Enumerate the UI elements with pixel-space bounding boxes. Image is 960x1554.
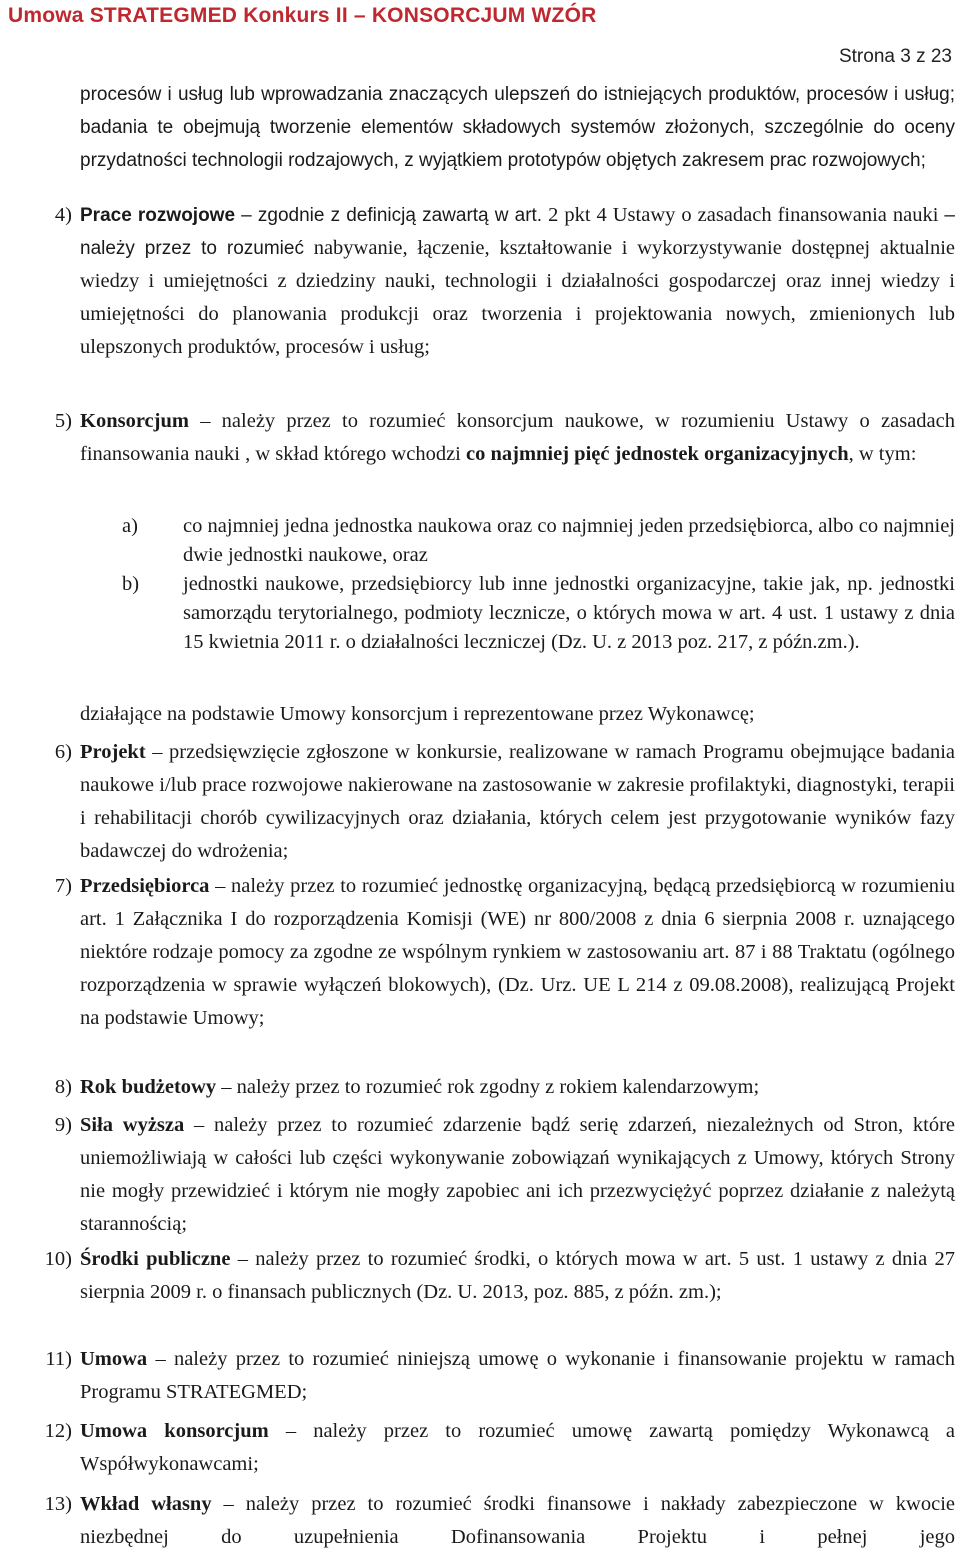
item-4-def-sans: – zgodnie z definicją zawartą w art. xyxy=(235,205,543,226)
item-10-term: Środki publiczne xyxy=(80,1248,231,1270)
item-4-term: Prace rozwojowe xyxy=(80,205,236,226)
item-6-def: – przedsięwzięcie zgłoszone w konkursie, realizowane w ramach Programu obejmujące badania naukowe i/lub prace rozwojowe nakierowane na zastosowanie w zakresie profilaktyki, diagnostyki, terapii i rehabilitacji chorób cywilizacyjnych oraz działania, których celem jest przygotowanie wyników fazy badawczej do wdrożenia; xyxy=(80,741,955,862)
item-9-definition xyxy=(80,1109,955,1241)
item-7-definition xyxy=(80,870,955,1035)
item-13-def: – należy przez to rozumieć środki finansowe i nakłady zabezpieczone w kwocie niezbędnej do uzupełnienia Dofinansowania Projektu i pełnej jego xyxy=(80,1493,955,1548)
item-11-definition xyxy=(80,1343,955,1409)
item-12-number: 12) xyxy=(44,1420,72,1442)
item-5-sub-a-label: a) xyxy=(122,515,138,537)
item-4-number: 4) xyxy=(54,204,72,226)
item-8-definition xyxy=(80,1071,955,1104)
continuation-paragraph: procesów i usług lub wprowadzania znaczących ulepszeń do istniejących produktów, procesów i usług; badania te obejmują tworzenie elementów składowych systemów złożonych, szczególnie do oceny przydatności technologii rodzajowych, z wyjątkiem prototypów objętych zakresem prac rozwojowych; xyxy=(80,84,955,171)
item-6-definition xyxy=(80,736,955,868)
item-4-def-a: 2 pkt 4 Ustawy o zasadach finansowania nauki xyxy=(542,204,945,226)
item-13-number: 13) xyxy=(44,1493,72,1515)
item-9-number: 9) xyxy=(54,1114,72,1136)
item-7-term: Przedsiębiorca xyxy=(80,875,210,897)
item-12-def: – należy przez to rozumieć umowę zawartą pomiędzy Wykonawcą a Współwykonawcami; xyxy=(80,1420,955,1475)
item-4-def-b: – należy przez to rozumieć xyxy=(80,205,955,259)
item-8-term: Rok budżetowy xyxy=(80,1076,217,1098)
item-5-def-c: , w tym: xyxy=(848,443,917,465)
item-10-def: – należy przez to rozumieć środki, o których mowa w art. 5 ust. 1 ustawy z dnia 27 sierpnia 2009 r. o finansach publicznych (Dz. U. 2013, poz. 885, z późn. zm.); xyxy=(80,1248,955,1303)
item-5-sub-b-text: jednostki naukowe, przedsiębiorcy lub inne jednostki organizacyjne, takie jak, np. jednostki samorządu terytorialnego, podmioty lecznicze, o których mowa w art. 4 ust. 1 ustawy z dnia 15 kwietnia 2011 r. o działalności leczniczej (Dz. U. z 2013 poz. 217, z późn.zm.). xyxy=(183,573,955,653)
item-4-def-c: nabywanie, łączenie, kształtowanie i wykorzystywanie dostępnej aktualnie wiedzy i umiejętności z dziedziny nauki, technologii i działalności gospodarczej oraz innej wiedzy i umiejętności do planowania produkcji oraz tworzenia i projektowania nowych, zmienionych lub ulepszonych produktów, procesów i usług; xyxy=(80,237,955,358)
item-5-def-a: – należy przez to rozumieć konsorcjum naukowe, w rozumieniu Ustawy o zasadach finansowania nauki , w skład którego wchodzi xyxy=(80,410,955,465)
item-12-definition xyxy=(80,1415,955,1481)
item-6-number: 6) xyxy=(54,741,72,763)
item-13-term: Wkład własny xyxy=(80,1493,212,1515)
item-8-def: – należy przez to rozumieć rok zgodny z rokiem kalendarzowym; xyxy=(216,1076,760,1098)
item-5-closing: działające na podstawie Umowy konsorcjum i reprezentowane przez Wykonawcę; xyxy=(80,703,755,725)
item-11-number: 11) xyxy=(45,1348,72,1370)
item-11-def: – należy przez to rozumieć niniejszą umowę o wykonanie i finansowanie projektu w ramach Programu STRATEGMED; xyxy=(80,1348,955,1403)
item-5-term: Konsorcjum xyxy=(80,410,189,432)
item-5-sub-a-text: co najmniej jedna jednostka naukowa oraz co najmniej jeden przedsiębiorca, albo co najmniej dwie jednostki naukowe, oraz xyxy=(183,515,955,566)
item-9-def: – należy przez to rozumieć zdarzenie bądź serię zdarzeń, niezależnych od Stron, które uniemożliwiają w całości lub części wykonywanie zobowiązań wynikających z Umowy, których Strony nie mogły przewidzieć i którym nie mogły zapobiec ani ich przezwyciężyć poprzez działanie z należytą starannością; xyxy=(80,1114,955,1235)
item-8-number: 8) xyxy=(54,1076,72,1098)
item-10-number: 10) xyxy=(44,1248,72,1270)
item-7-number: 7) xyxy=(54,875,72,897)
item-5-number: 5) xyxy=(54,410,72,432)
page-number: Strona 3 z 23 xyxy=(838,46,952,67)
item-12-term: Umowa konsorcjum xyxy=(80,1420,269,1442)
item-4-definition xyxy=(80,199,955,364)
document-header-title: Umowa STRATEGMED Konkurs II – KONSORCJUM WZÓR xyxy=(8,4,597,27)
item-5-definition xyxy=(80,405,955,471)
item-6-term: Projekt xyxy=(80,741,146,763)
item-13-definition xyxy=(80,1488,955,1554)
item-5-sub-b-label: b) xyxy=(122,573,140,595)
item-9-term: Siła wyższa xyxy=(80,1114,185,1136)
item-10-definition xyxy=(80,1243,955,1309)
item-7-def: – należy przez to rozumieć jednostkę organizacyjną, będącą przedsiębiorcą w rozumieniu art. 1 Załącznika I do rozporządzenia Komisji (WE) nr 800/2008 z dnia 6 sierpnia 2008 r. uznającego niektóre rodzaje pomocy za zgodne ze wspólnym rynkiem w zastosowaniu art. 87 i 88 Traktatu (ogólnego rozporządzenia w sprawie wyłączeń blokowych), (Dz. Urz. UE L 214 z 09.08.2008), realizującą Projekt na podstawie Umowy; xyxy=(80,875,955,1029)
item-11-term: Umowa xyxy=(80,1348,148,1370)
item-5-bold-phrase: co najmniej pięć jednostek organizacyjnych xyxy=(466,443,849,465)
